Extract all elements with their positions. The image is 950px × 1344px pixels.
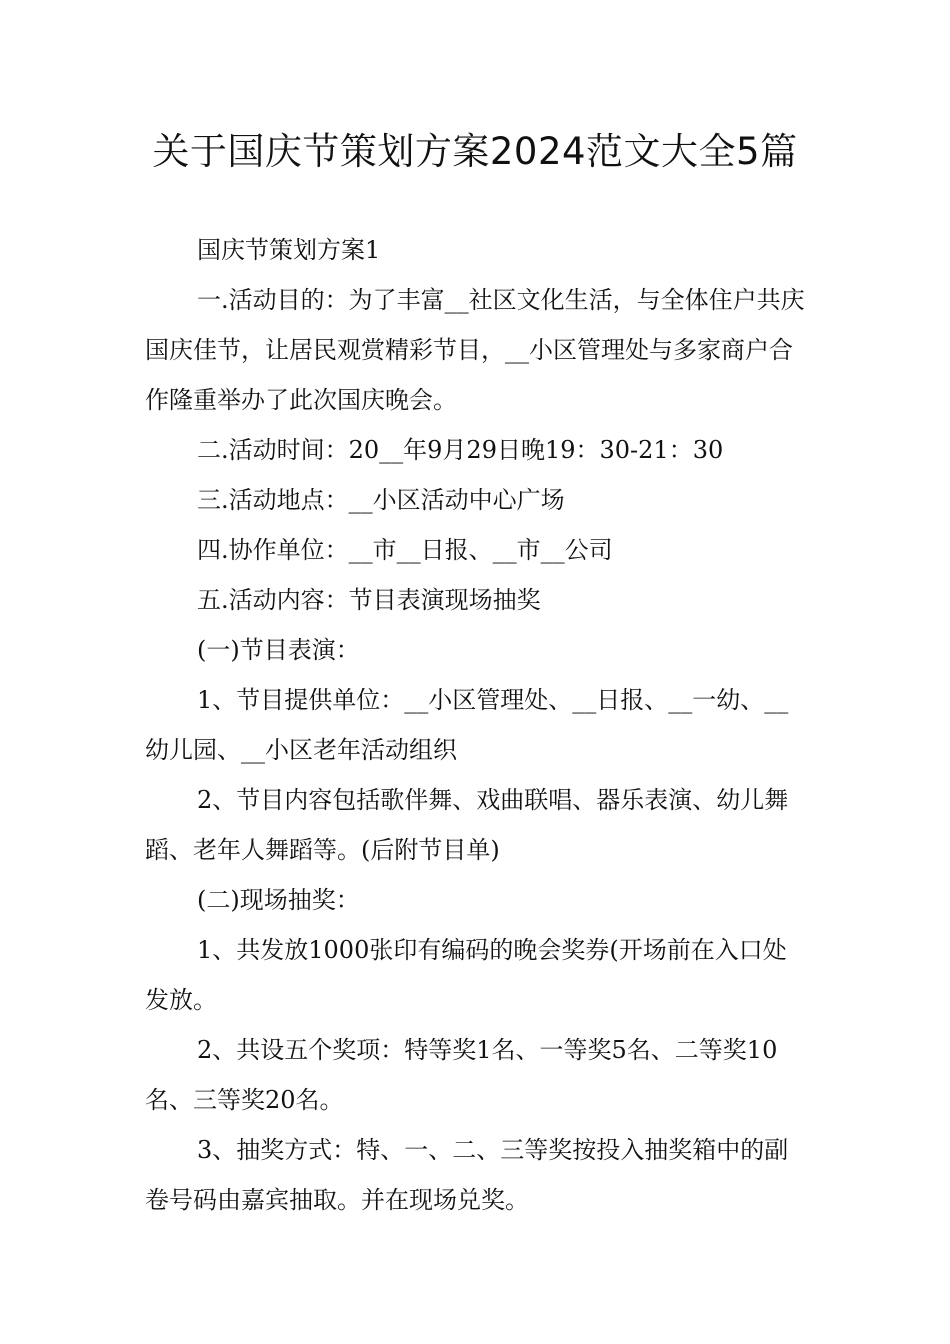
paragraph-performance-content: 2、节目内容包括歌伴舞、戏曲联唱、器乐表演、幼儿舞蹈、老年人舞蹈等。(后附节目单) xyxy=(145,786,789,864)
document-title: 关于国庆节策划方案2024范文大全5篇 xyxy=(152,130,798,173)
subsection-performance: (一)节目表演： xyxy=(197,636,360,664)
paragraph-lottery-tickets: 1、共发放1000张印有编码的晚会奖券(开场前在入口处发放。 xyxy=(145,936,787,1014)
paragraph-content: 五.活动内容：节目表演现场抽奖 xyxy=(197,586,541,614)
section-heading: 国庆节策划方案1 xyxy=(197,236,381,264)
paragraph-performance-units: 1、节目提供单位：__小区管理处、__日报、__一幼、__幼儿园、__小区老年活动组织 xyxy=(145,686,789,764)
paragraph-partners: 四.协作单位：__市__日报、__市__公司 xyxy=(197,536,613,564)
paragraph-time: 二.活动时间：20__年9月29日晚19：30-21：30 xyxy=(197,436,724,464)
subsection-lottery: (二)现场抽奖： xyxy=(197,886,360,914)
paragraph-lottery-method: 3、抽奖方式：特、一、二、三等奖按投入抽奖箱中的副卷号码由嘉宾抽取。并在现场兑奖。 xyxy=(145,1136,789,1214)
paragraph-location: 三.活动地点：__小区活动中心广场 xyxy=(197,486,565,514)
paragraph-lottery-prizes: 2、共设五个奖项：特等奖1名、一等奖5名、二等奖10名、三等奖20名。 xyxy=(145,1036,778,1114)
paragraph-purpose: 一.活动目的：为了丰富__社区文化生活，与全体住户共庆国庆佳节，让居民观赏精彩节目，__小区管理处与多家商户合作隆重举办了此次国庆晚会。 xyxy=(145,286,805,414)
document-body xyxy=(145,225,810,1225)
